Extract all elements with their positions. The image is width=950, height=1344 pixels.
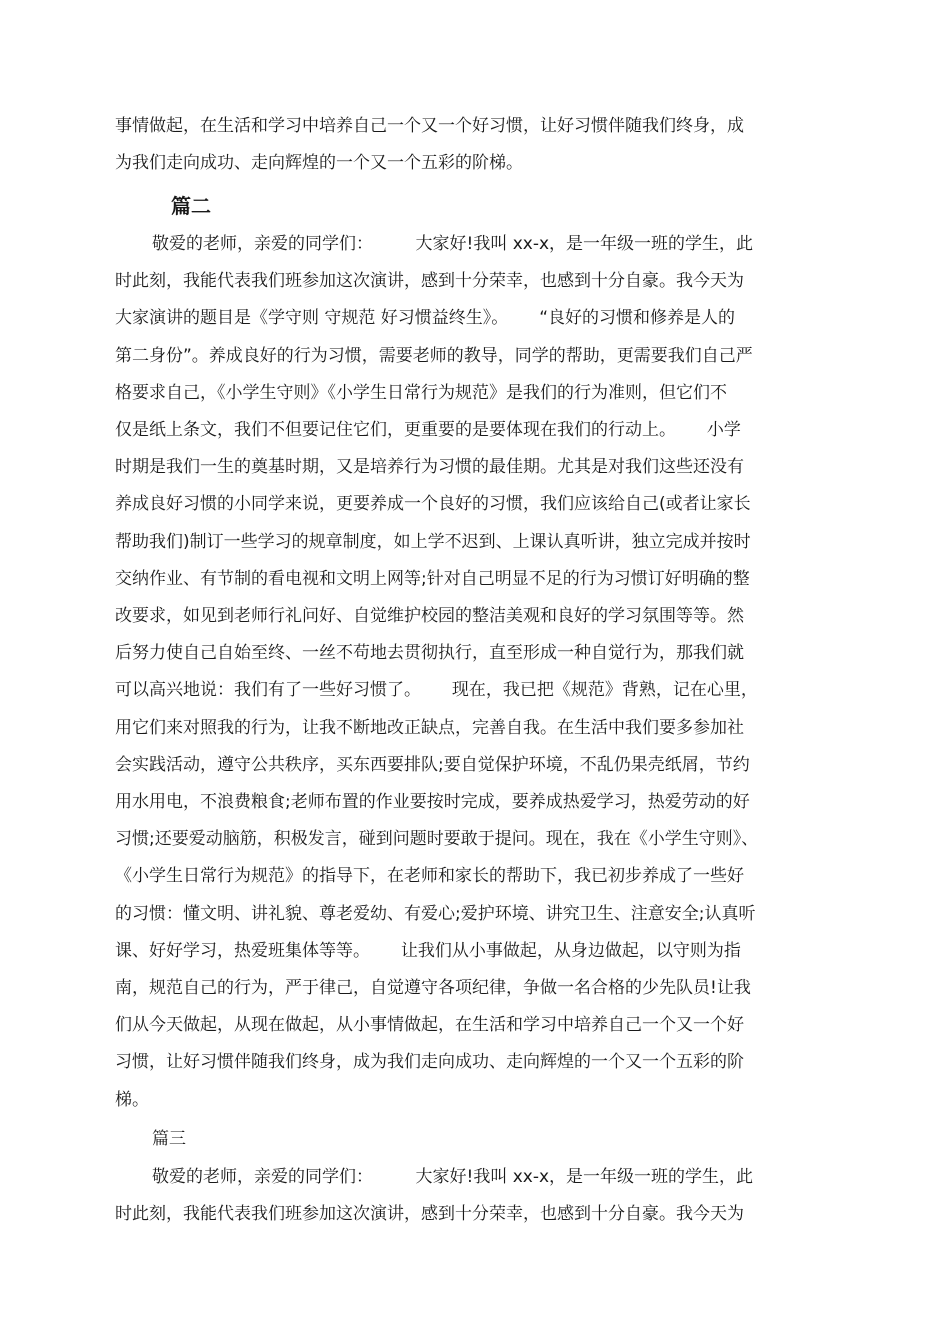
text-line: 梯。 (115, 1089, 149, 1110)
text-line: 帮助我们)制订一些学习的规章制度，如上学不迟到、上课认真听讲，独立完成并按时 (115, 531, 751, 552)
text-line: 用水用电，不浪费粮食;老师布置的作业要按时完成，要养成热爱学习，热爱劳动的好 (115, 792, 750, 813)
text-line: 课、好好学习，热爱班集体等等。 让我们从小事做起，从身边做起，以守则为指 (115, 940, 741, 961)
text-line: 养成良好习惯的小同学来说，更要养成一个良好的习惯，我们应该给自己(或者让家长 (115, 494, 751, 515)
text-line: 时期是我们一生的奠基时期，又是培养行为习惯的最佳期。尤其是对我们这些还没有 (115, 457, 744, 478)
text-line: 事情做起，在生活和学习中培养自己一个又一个好习惯，让好习惯伴随我们终身，成 (115, 116, 744, 136)
section-2-body (115, 226, 835, 1119)
text-line: 时此刻，我能代表我们班参加这次演讲，感到十分荣幸，也感到十分自豪。我今天为 (115, 271, 744, 292)
text-line: 敬爱的老师，亲爱的同学们： 大家好!我叫 xx-x，是一年级一班的学生，此 (152, 1167, 754, 1187)
section-3-body (115, 1159, 835, 1233)
text-line: 第二身份”。养成良好的行为习惯，需要老师的教导，同学的帮助，更需要我们自己严 (115, 345, 753, 366)
text-line: 敬爱的老师，亲爱的同学们： 大家好!我叫 xx-x，是一年级一班的学生，此 (152, 234, 754, 254)
text-line: 习惯，让好习惯伴随我们终身，成为我们走向成功、走向辉煌的一个又一个五彩的阶 (115, 1052, 744, 1073)
text-line: 时此刻，我能代表我们班参加这次演讲，感到十分荣幸，也感到十分自豪。我今天为 (115, 1204, 744, 1225)
section-heading-2: 篇二 (171, 194, 211, 218)
text-line: 后努力使自己自始至终、一丝不苟地去贯彻执行，直至形成一种自觉行为，那我们就 (115, 643, 744, 664)
text-line: 仅是纸上条文，我们不但要记住它们，更重要的是要体现在我们的行动上。 小学 (115, 420, 741, 441)
top-paragraph (115, 108, 835, 182)
text-line: 习惯;还要爱动脑筋，积极发言，碰到问题时要敢于提问。现在，我在《小学生守则》、 (115, 829, 759, 850)
text-line: 用它们来对照我的行为，让我不断地改正缺点，完善自我。在生活中我们要多参加社 (115, 717, 744, 738)
text-line: 格要求自己，《小学生守则》《小学生日常行为规范》是我们的行为准则，但它们不 (115, 382, 727, 403)
text-line: 们从今天做起，从现在做起，从小事情做起，在生活和学习中培养自己一个又一个好 (115, 1015, 744, 1036)
text-line: 可以高兴地说：我们有了一些好习惯了。 现在，我已把《规范》背熟，记在心里， (115, 680, 758, 701)
text-line: 改要求，如见到老师行礼问好、自觉维护校园的整洁美观和良好的学习氛围等等。然 (115, 606, 744, 627)
section-heading-3: 篇三 (152, 1129, 186, 1149)
text-line: 《小学生日常行为规范》的指导下，在老师和家长的帮助下，我已初步养成了一些好 (115, 866, 744, 887)
text-line: 南，规范自己的行为，严于律己，自觉遵守各项纪律，争做一名合格的少先队员!让我 (115, 978, 751, 999)
text-line: 交纳作业、有节制的看电视和文明上网等;针对自己明显不足的行为习惯订好明确的整 (115, 568, 750, 589)
text-line: 大家演讲的题目是《学守则 守规范 好习惯益终生》。 “良好的习惯和修养是人的 (115, 308, 736, 329)
text-line: 会实践活动，遵守公共秩序，买东西要排队;要自觉保护环境，不乱仍果壳纸屑，节约 (115, 754, 750, 775)
text-line: 的习惯：懂文明、讲礼貌、尊老爱幼、有爱心;爱护环境、讲究卫生、注意安全;认真听 (115, 903, 756, 924)
text-line: 为我们走向成功、走向辉煌的一个又一个五彩的阶梯。 (115, 153, 523, 174)
